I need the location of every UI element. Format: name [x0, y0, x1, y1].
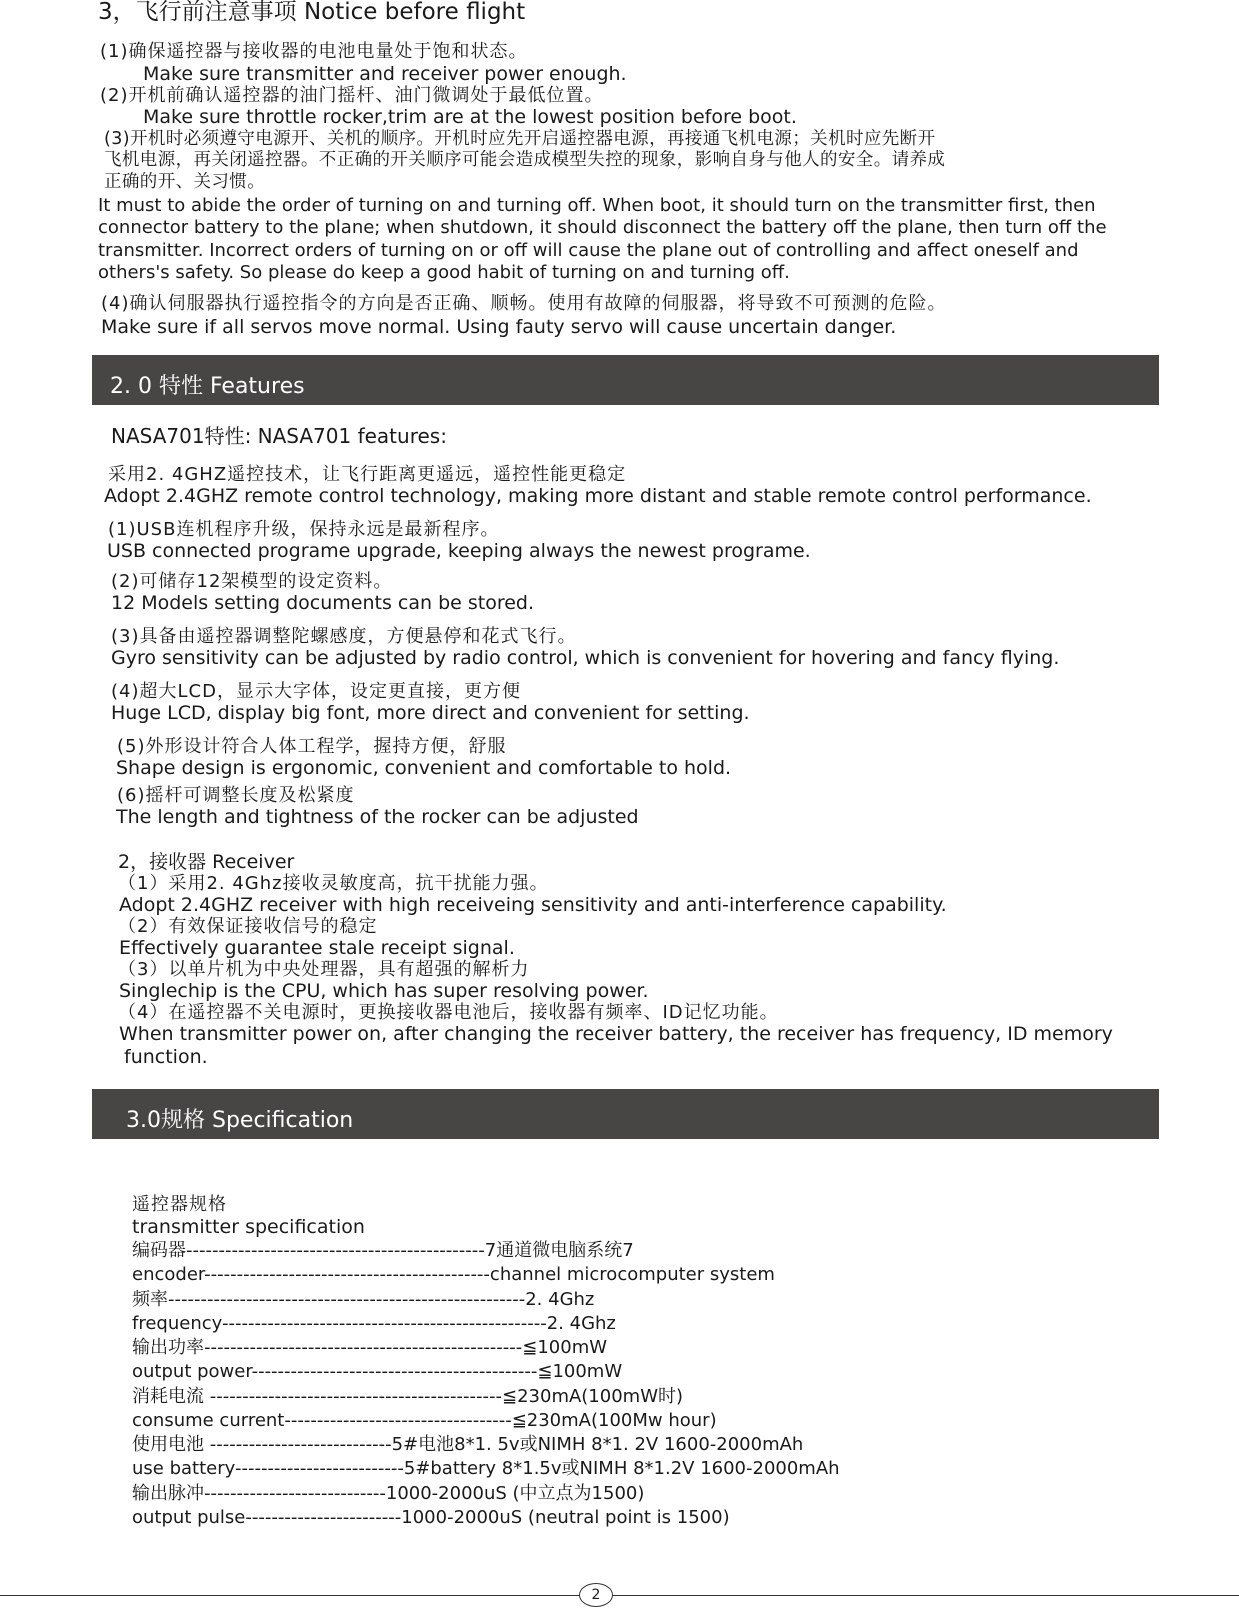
feature-4-en: Huge LCD, display big font, more direct and convenient for setting. [111, 702, 750, 724]
receiver-1-cn: （1）采用2. 4Ghz接收灵敏度高，抗干扰能力强。 [118, 873, 549, 894]
feature-1-en: USB connected programe upgrade, keeping always the newest programe. [107, 540, 811, 562]
receiver-3-en: Singlechip is the CPU, which has super resolving power. [119, 980, 649, 1002]
features-intro-en: Adopt 2.4GHZ remote control technology, making more distant and stable remote control performance. [104, 485, 1092, 507]
notice-item-3-en-line: It must to abide the order of turning on and turning off. When boot, it should turn on the transmitter first, then [98, 195, 1096, 216]
spec-section-title: 3.0规格 Specification [126, 1108, 354, 1133]
features-subtitle: NASA701特性: NASA701 features: [111, 424, 447, 448]
notice-item-3-cn-line: 飞机电源，再关闭遥控器。不正确的开关顺序可能会造成模型失控的现象，影响自身与他人的安全。请养成 [104, 150, 946, 170]
feature-3-en: Gyro sensitivity can be adjusted by radio control, which is convenient for hovering and fancy flying. [111, 647, 1060, 669]
spec-row: 消耗电流 ---------------------------------------------≦230mA(100mW时) [132, 1386, 684, 1407]
feature-2-en: 12 Models setting documents can be stored. [111, 592, 535, 614]
spec-row: encoder--------------------------------------------channel microcomputer system [132, 1264, 775, 1285]
spec-row: output pulse------------------------1000-2000uS (neutral point is 1500) [132, 1507, 730, 1528]
feature-5-en: Shape design is ergonomic, convenient and comfortable to hold. [116, 757, 732, 779]
spec-title-cn: 遥控器规格 [132, 1194, 227, 1215]
receiver-4-cn: （4）在遥控器不关电源时，更换接收器电池后，接收器有频率、ID记忆功能。 [118, 1002, 779, 1023]
receiver-4-en-line: When transmitter power on, after changing the receiver battery, the receiver has frequency, ID memory [119, 1023, 1113, 1045]
notice-item-3-cn-line: 正确的开、关习惯。 [104, 172, 266, 192]
notice-item-1-en: Make sure transmitter and receiver power enough. [143, 63, 627, 85]
spec-row: 输出脉冲----------------------------1000-2000uS (中立点为1500) [132, 1483, 645, 1504]
feature-6-en: The length and tightness of the rocker can be adjusted [116, 806, 639, 828]
feature-1-cn: (1)USB连机程序升级，保持永远是最新程序。 [108, 519, 500, 540]
feature-2-cn: (2)可储存12架模型的设定资料。 [111, 571, 393, 592]
feature-5-cn: (5)外形设计符合人体工程学，握持方便，舒服 [117, 736, 507, 757]
spec-row: consume current-----------------------------------≦230mA(100Mw hour) [132, 1410, 717, 1431]
spec-title-en: transmitter specification [132, 1216, 365, 1238]
features-section-bar [92, 355, 1159, 405]
feature-6-cn: (6)摇杆可调整长度及松紧度 [117, 785, 355, 806]
receiver-2-cn: （2）有效保证接收信号的稳定 [118, 916, 378, 937]
spec-row: 编码器----------------------------------------------7通道微电脑系统7 [132, 1240, 634, 1261]
notice-item-2-cn: (2)开机前确认遥控器的油门摇杆、油门微调处于最低位置。 [100, 85, 604, 106]
notice-item-4-cn: (4)确认伺服器执行遥控指令的方向是否正确、顺畅。使用有故障的伺服器，将导致不可预测的危险。 [101, 293, 947, 314]
notice-item-3-en-line: connector battery to the plane; when shutdown, it should disconnect the battery off the plane, then turn off the [98, 217, 1107, 238]
receiver-3-cn: （3）以单片机为中央处理器，具有超强的解析力 [118, 959, 530, 980]
features-intro-cn: 采用2. 4GHZ遥控技术，让飞行距离更遥远，遥控性能更稳定 [108, 464, 627, 485]
spec-row: 使用电池 ----------------------------5#电池8*1. 5v或NIMH 8*1. 2V 1600-2000mAh [132, 1434, 804, 1455]
notice-item-3-en-line: transmitter. Incorrect orders of turning on or off will cause the plane out of controlling and affect oneself and [98, 240, 1079, 261]
page-number: 2 [579, 1583, 613, 1607]
receiver-heading: 2，接收器 Receiver [118, 851, 295, 873]
notice-item-1-cn: (1)确保遥控器与接收器的电池电量处于饱和状态。 [100, 41, 528, 62]
spec-row: output power--------------------------------------------≦100mW [132, 1361, 623, 1382]
spec-row: frequency--------------------------------------------------2. 4Ghz [132, 1313, 616, 1334]
spec-section-bar [92, 1089, 1159, 1139]
receiver-4-en-line: function. [124, 1046, 208, 1068]
receiver-1-en: Adopt 2.4GHZ receiver with high receiveing sensitivity and anti-interference capability. [119, 894, 947, 916]
notice-heading: 3，飞行前注意事项 Notice before flight [98, 0, 526, 25]
notice-item-4-en: Make sure if all servos move normal. Using fauty servo will cause uncertain danger. [101, 316, 897, 338]
spec-row: use battery--------------------------5#battery 8*1.5v或NIMH 8*1.2V 1600-2000mAh [132, 1458, 840, 1479]
features-section-title: 2. 0 特性 Features [110, 374, 305, 399]
feature-4-cn: (4)超大LCD，显示大字体，设定更直接，更方便 [111, 681, 521, 702]
receiver-2-en: Effectively guarantee stale receipt signal. [119, 937, 515, 959]
spec-row: 输出功率-------------------------------------------------≦100mW [132, 1337, 608, 1358]
notice-item-3-en-line: others's safety. So please do keep a good habit of turning on and turning off. [98, 262, 790, 283]
spec-row: 频率-------------------------------------------------------2. 4Ghz [132, 1289, 595, 1310]
notice-item-2-en: Make sure throttle rocker,trim are at the lowest position before boot. [143, 106, 797, 128]
feature-3-cn: (3)具备由遥控器调整陀螺感度，方便悬停和花式飞行。 [111, 626, 577, 647]
footer-rule [0, 1595, 1239, 1596]
notice-item-3-cn-line: (3)开机时必须遵守电源开、关机的顺序。开机时应先开启遥控器电源，再接通飞机电源；关机时应先断开 [104, 129, 936, 149]
